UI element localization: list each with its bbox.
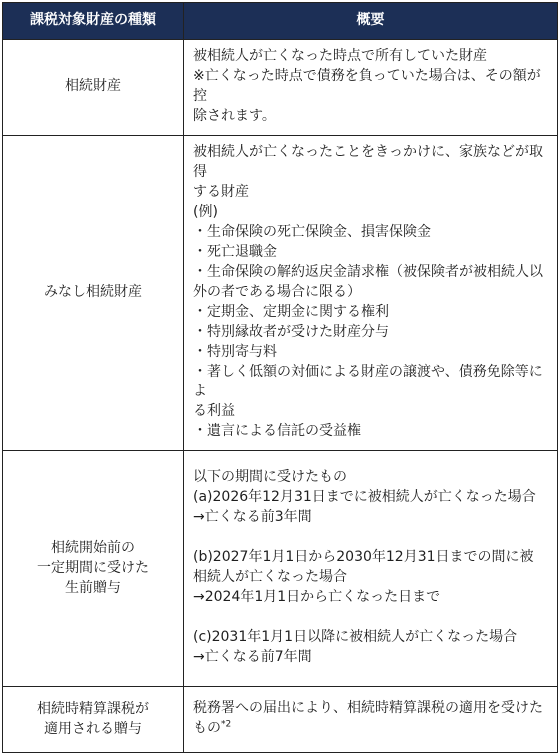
blank-line bbox=[193, 608, 549, 628]
summary-cell bbox=[184, 451, 558, 687]
table-header-row bbox=[3, 3, 558, 40]
summary-text: 外の者である場合に限る） bbox=[193, 283, 361, 300]
summary-text: (a)2026年12月31日までに被相続人が亡くなった場合 bbox=[193, 489, 536, 506]
summary-text: 除されます。 bbox=[193, 107, 276, 124]
taxable-assets-table bbox=[2, 2, 558, 753]
summary-text: 被相続人が亡くなった時点で所有していた財産 bbox=[193, 48, 487, 64]
summary-text: (例) bbox=[193, 203, 218, 220]
category-cell bbox=[3, 40, 184, 136]
summary-text: 被相続人が亡くなったことをきっかけに、家族などが取得 bbox=[193, 143, 543, 180]
category-cell bbox=[3, 451, 184, 687]
summary-text: もの bbox=[193, 720, 221, 737]
summary-text: ※亡くなった時点で債務を負っていた場合は、その額が控 bbox=[193, 68, 541, 104]
summary-text: ・生命保険の死亡保険金、損害保険金 bbox=[193, 223, 431, 240]
summary-text: →亡くなる前7年間 bbox=[193, 649, 312, 666]
summary-cell bbox=[184, 687, 558, 753]
summary-text: →2024年1月1日から亡くなった日まで bbox=[193, 589, 441, 606]
header-summary: 概要 bbox=[184, 3, 558, 40]
summary-text: (c)2031年1月1日以降に被相続人が亡くなった場合 bbox=[193, 629, 518, 646]
summary-text: る利益 bbox=[193, 403, 235, 420]
footnote-marker: *2 bbox=[221, 719, 232, 730]
summary-text: (b)2027年1月1日から2030年12月31日までの間に被 bbox=[193, 549, 534, 566]
header-category: 課税対象財産の種類 bbox=[3, 3, 184, 40]
summary-text: →亡くなる前3年間 bbox=[193, 509, 312, 526]
taxable-assets-table-container bbox=[2, 2, 558, 753]
summary-text: する財産 bbox=[193, 183, 249, 200]
category-text: みなし相続財産 bbox=[44, 284, 142, 300]
category-cell bbox=[3, 687, 184, 753]
summary-text: ・特別寄与料 bbox=[193, 343, 277, 360]
category-cell bbox=[3, 135, 184, 451]
summary-text: 税務署への届出により、相続時精算課税の適用を受けた bbox=[193, 700, 543, 717]
summary-text: 相続人が亡くなった場合 bbox=[193, 569, 347, 586]
category-text: 生前贈与 bbox=[65, 579, 121, 596]
summary-text: 以下の期間に受けたもの bbox=[193, 469, 347, 486]
category-text: 相続財産 bbox=[65, 78, 121, 95]
summary-text: ・特別縁故者が受けた財産分与 bbox=[193, 323, 389, 340]
summary-cell bbox=[184, 40, 558, 136]
summary-text: ・遺言による信託の受益権 bbox=[193, 423, 361, 440]
table-row bbox=[3, 135, 558, 451]
blank-line bbox=[193, 528, 549, 548]
summary-text: ・著しく低額の対価による財産の譲渡や、債務免除等によ bbox=[193, 363, 543, 400]
summary-text: ・生命保険の解約返戻金請求権（被保険者が被相続人以 bbox=[193, 263, 543, 280]
table-row bbox=[3, 40, 558, 136]
category-text: 一定期間に受けた bbox=[37, 559, 149, 576]
summary-text: ・定期金、定期金に関する権利 bbox=[193, 303, 389, 320]
table-row bbox=[3, 451, 558, 687]
summary-text-with-note bbox=[193, 719, 549, 739]
category-text: 相続開始前の bbox=[51, 539, 135, 556]
summary-cell bbox=[184, 135, 558, 451]
table-row bbox=[3, 687, 558, 753]
category-text: 相続時精算課税が bbox=[37, 700, 149, 717]
summary-text: ・死亡退職金 bbox=[193, 243, 277, 260]
category-text: 適用される贈与 bbox=[44, 720, 142, 737]
